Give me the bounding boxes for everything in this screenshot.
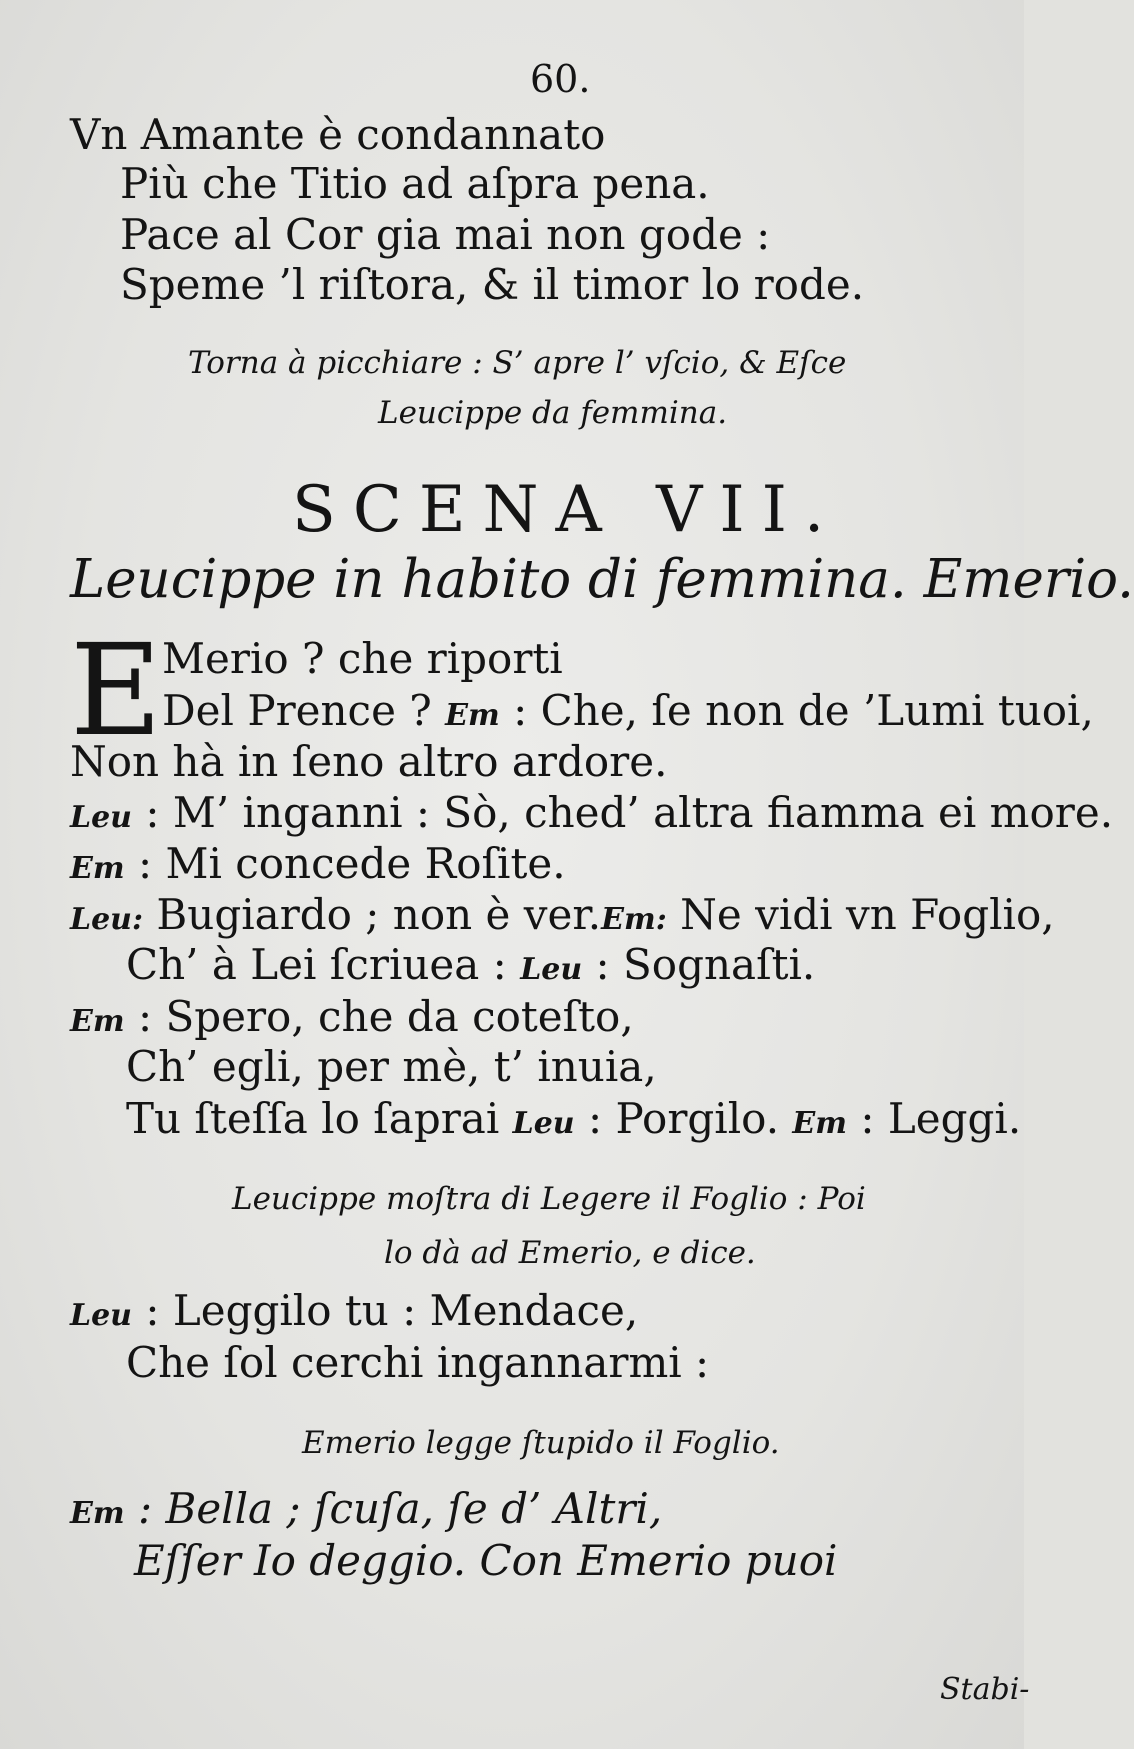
verse-line: Vn Amante è condannato (70, 110, 606, 159)
speaker-tag: Leu (512, 1106, 575, 1141)
stage-direction: Emerio legge ſtupido il Foglio. (302, 1425, 780, 1461)
verse-line: Pace al Cor gia mai non gode : (120, 210, 771, 259)
dialogue-line: Tu ſteſſa lo ſaprai Leu : Porgilo. Em : Leggi. (126, 1094, 1022, 1143)
speaker-tag: Em (445, 698, 500, 733)
speaker-tag: Em: (601, 902, 667, 937)
dialogue-line: Em : Mi concede Roſite. (70, 839, 566, 888)
dialogue-line: Leu: Bugiardo ; non è ver.Em: Ne vidi vn Foglio, (70, 890, 1055, 939)
dialogue-line: Em : Spero, che da coteſto, (70, 992, 634, 1041)
stage-direction: lo dà ad Emerio, e dice. (384, 1235, 756, 1271)
scene-title: SCENA VII. (292, 473, 842, 547)
dialogue-line: Ch’ à Lei ſcriuea : Leu : Sognaſti. (126, 940, 816, 989)
dialogue-line: Leu : Leggilo tu : Mendace, (70, 1286, 639, 1335)
stage-direction: Leucippe da femmina. (378, 395, 728, 431)
page-number: 60. (530, 57, 591, 101)
speaker-tag: Leu (520, 952, 583, 987)
letter-line: Eſſer Io deggio. Con Emerio puoi (134, 1536, 838, 1585)
speaker-tag: Em (70, 1004, 125, 1039)
dialogue-line: Non hà in ſeno altro ardore. (70, 737, 668, 786)
dialogue-line: Che ſol cerchi ingannarmi : (126, 1338, 710, 1387)
speaker-tag: Leu (70, 1298, 132, 1333)
dialogue-line: Del Prence ? Em : Che, ſe non de ’Lumi tuoi, (162, 686, 1094, 735)
catchword: Stabi- (940, 1672, 1030, 1707)
scene-subtitle: Leucippe in habito di femmina. Emerio. (70, 549, 1134, 610)
dialogue-line: Merio ? che riporti (162, 634, 563, 683)
letter-line: Em : Bella ; ſcuſa, ſe d’ Altri, (70, 1484, 663, 1533)
speaker-tag: Em (70, 851, 125, 886)
speaker-tag: Em (70, 1496, 125, 1531)
dialogue-line: Ch’ egli, per mè, t’ inuia, (126, 1042, 657, 1091)
stage-direction: Leucippe moſtra di Legere il Foglio : Poi (232, 1181, 866, 1217)
stage-direction: Torna à picchiare : S’ apre l’ vſcio, & Eſce (188, 345, 847, 381)
speaker-tag: Leu (70, 800, 132, 835)
speaker-tag: Leu: (70, 902, 144, 937)
verse-line: Speme ’l riſtora, & il timor lo rode. (120, 260, 865, 309)
drop-cap: E (70, 617, 162, 764)
verse-line: Più che Titio ad aſpra pena. (120, 159, 710, 208)
dialogue-line: Leu : M’ inganni : Sò, ched’ altra fiamma ei more. (70, 788, 1114, 837)
speaker-tag: Em (792, 1106, 848, 1141)
